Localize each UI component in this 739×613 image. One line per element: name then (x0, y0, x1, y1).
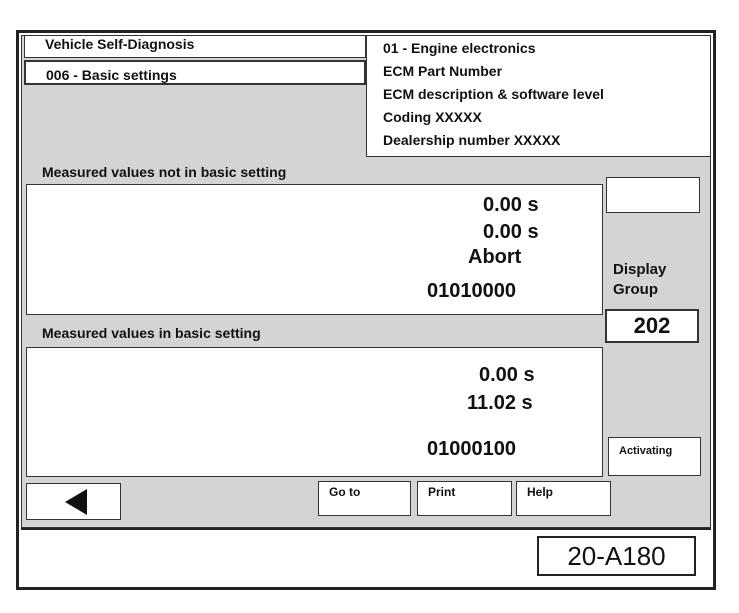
measured-value: Abort (468, 246, 522, 268)
app-title: Vehicle Self-Diagnosis (45, 36, 195, 52)
display-group-value: 202 (633, 313, 671, 338)
blank-side-button[interactable] (606, 177, 700, 213)
ecu-info-line: Coding XXXXX (383, 109, 482, 125)
title-bar (24, 35, 366, 58)
display-group-label: Display Group (613, 261, 667, 298)
help-label: Help (527, 485, 554, 499)
ecu-info-line: Dealership number XXXXX (383, 132, 561, 148)
figure-code: 20-A180 (567, 541, 666, 571)
measured-value: 0.00 s (483, 194, 539, 216)
goto-button[interactable] (318, 481, 411, 516)
measured-value: 01010000 (427, 280, 516, 302)
measured-value: 11.02 s (467, 392, 533, 414)
display-group-field[interactable] (605, 309, 699, 343)
left-arrow-icon (65, 489, 87, 515)
help-button[interactable] (516, 481, 611, 516)
function-label: 006 - Basic settings (46, 67, 177, 83)
activating-status-label: Activating (619, 445, 673, 457)
print-button[interactable] (417, 481, 512, 516)
ecu-info-panel (366, 35, 711, 157)
function-bar[interactable] (24, 60, 366, 85)
goto-label: Go to (329, 485, 361, 499)
section-title-not-basic: Measured values not in basic setting (42, 164, 287, 180)
back-button[interactable] (26, 483, 121, 520)
figure-code-box (537, 536, 696, 576)
ecu-info-line: ECM description & software level (383, 86, 604, 102)
measured-value: 0.00 s (479, 364, 535, 386)
measured-value: 01000100 (427, 438, 516, 460)
ecu-info-line: ECM Part Number (383, 63, 503, 79)
ecu-info-line: 01 - Engine electronics (383, 40, 536, 56)
section-title-basic: Measured values in basic setting (42, 325, 261, 341)
values-panel-not-basic (26, 184, 603, 315)
measured-value: 0.00 s (483, 221, 539, 243)
values-panel-basic (26, 347, 603, 477)
activating-status-box (608, 437, 701, 476)
print-label: Print (428, 485, 456, 499)
